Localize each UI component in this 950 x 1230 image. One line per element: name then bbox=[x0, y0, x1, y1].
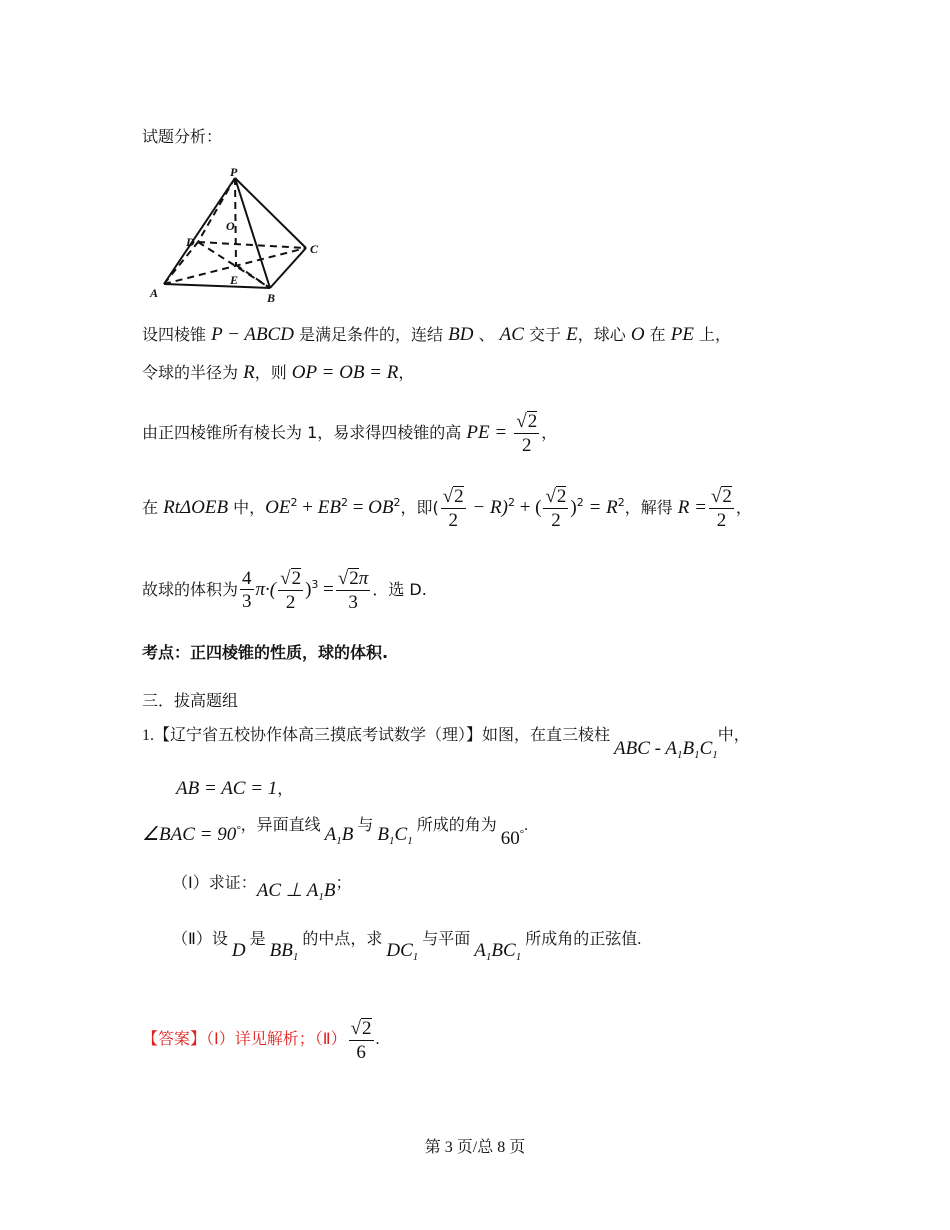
label-e: E bbox=[230, 273, 239, 287]
label-d: D bbox=[186, 235, 195, 249]
edge-ab bbox=[164, 284, 270, 288]
problem-line-1: 1.【辽宁省五校协作体高三摸底考试数学（理）】如图，在直三棱柱 ABC - $A_1B_1C_1$中， bbox=[142, 727, 750, 761]
pyramid-diagram bbox=[140, 160, 340, 305]
label-p: P bbox=[230, 165, 238, 179]
label-b: B bbox=[267, 291, 276, 305]
label-c: C bbox=[310, 242, 319, 256]
solution-line-4: 在 RtΔOEB 中，$OE^2 + EB^2 = OB^2$，即( $\frac{√2}{2}$ − R)$^2$ + ( $\frac{√2}{2}$ )$^2 = R^2$，解得 R = $\frac{√2}{2}$ ， bbox=[142, 486, 752, 531]
key-points: 考点：正四棱锥的性质，球的体积. bbox=[142, 643, 389, 662]
part-two: （Ⅱ）设 D 是 $BB_1$ 的中点，求 $DC_1$ 与平面 $A_1BC_1$ 所成角的正弦值. bbox=[172, 931, 642, 963]
height-pe bbox=[235, 178, 236, 265]
page-footer: 第 3 页/总 8 页 bbox=[424, 1139, 526, 1156]
solution-line-3: 由正四棱锥所有棱长为 1，易求得四棱锥的高 PE = $\frac{√2}{2}$ ， bbox=[142, 411, 558, 456]
part-one: （Ⅰ）求证：AC ⊥ $A_1B$； bbox=[172, 875, 352, 903]
analysis-heading: 试题分析： bbox=[142, 127, 223, 146]
answer-line: 【答案】（Ⅰ）详见解析；（Ⅱ） $\frac{√2}{6}$ . bbox=[142, 1018, 380, 1063]
solution-line-2: 令球的半径为 R，则 OP = OB = R， bbox=[142, 362, 415, 383]
edge-dc bbox=[198, 242, 306, 248]
problem-line-3: ∠BAC = 90°，异面直线 $A_1B$ 与 $B_1C_1$ 所成的角为 60°. bbox=[142, 817, 529, 849]
problem-line-2: AB = AC = 1， bbox=[176, 778, 294, 799]
solution-line-5: 故球的体积为 $\frac{4}{3}$ π·( $\frac{√2}{2}$ )$^3$ = $\frac{√2\pi}{3}$ ．选 D. bbox=[142, 567, 427, 613]
label-o: O bbox=[226, 219, 235, 233]
section-title: 三．拔高题组 bbox=[142, 691, 239, 710]
edge-bc bbox=[270, 248, 306, 288]
label-a: A bbox=[150, 286, 159, 300]
solution-line-1: 设四棱锥 P − ABCD 是满足条件的，连结 BD 、 AC 交于 E，球心 O 在 PE 上， bbox=[142, 324, 732, 345]
